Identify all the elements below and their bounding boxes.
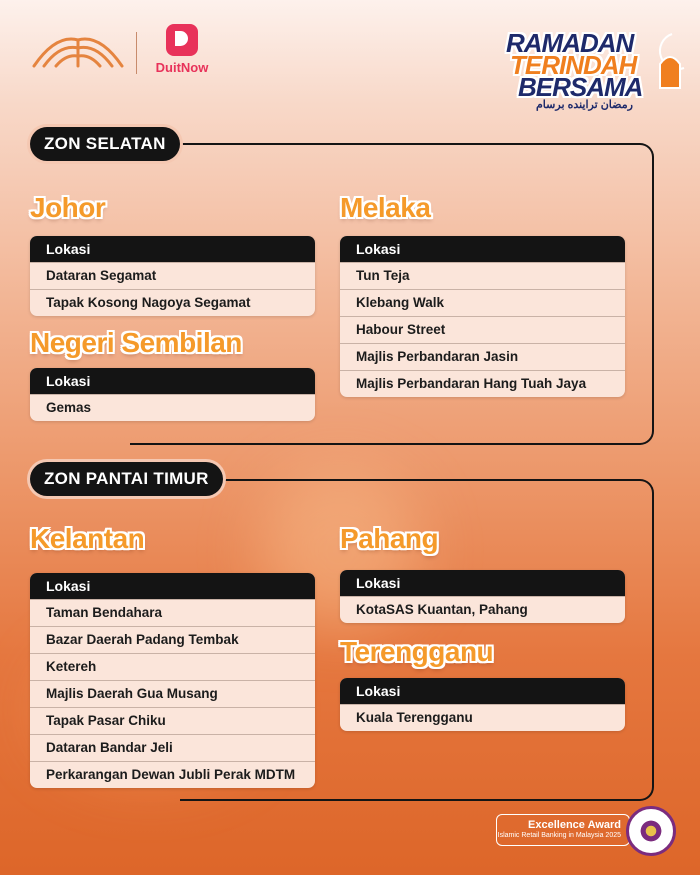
table-header: Lokasi xyxy=(340,236,625,262)
campaign-jawi: رمضان ترايندە برسام xyxy=(536,99,633,111)
region-kelantan: Kelantan xyxy=(30,523,145,554)
table-terengganu xyxy=(340,678,625,731)
table-row: Gemas xyxy=(30,394,315,421)
table-header: Lokasi xyxy=(30,573,315,599)
table-negeri-sembilan xyxy=(30,368,315,421)
table-header: Lokasi xyxy=(30,236,315,262)
zone-selatan-label: ZON SELATAN xyxy=(30,127,180,161)
table-row: Klebang Walk xyxy=(340,289,625,316)
campaign-line2: TERINDAH xyxy=(510,50,637,80)
table-header: Lokasi xyxy=(340,570,625,596)
table-row: Dataran Bandar Jeli xyxy=(30,734,315,761)
campaign-line3: BERSAMA xyxy=(518,72,643,102)
table-row: Kuala Terengganu xyxy=(340,704,625,731)
table-header: Lokasi xyxy=(30,368,315,394)
award-seal-icon xyxy=(626,806,676,856)
duitnow-label: DuitNow xyxy=(155,60,209,75)
arch-logo-icon xyxy=(30,32,126,68)
table-pahang xyxy=(340,570,625,623)
table-row: Bazar Daerah Padang Tembak xyxy=(30,626,315,653)
table-melaka xyxy=(340,236,625,397)
campaign-logo xyxy=(500,28,690,118)
award-badge xyxy=(496,814,630,846)
table-kelantan xyxy=(30,573,315,788)
table-header: Lokasi xyxy=(340,678,625,704)
award-subtitle: Islamic Retail Banking in Malaysia 2025 xyxy=(497,832,621,839)
header-divider xyxy=(136,32,137,74)
campaign-line1: RAMADAN xyxy=(506,28,634,58)
table-row: Majlis Daerah Gua Musang xyxy=(30,680,315,707)
table-johor xyxy=(30,236,315,316)
duitnow-logo xyxy=(146,24,218,80)
zone-pantai-timur-label: ZON PANTAI TIMUR xyxy=(30,462,223,496)
table-row: Taman Bendahara xyxy=(30,599,315,626)
table-row: Tapak Pasar Chiku xyxy=(30,707,315,734)
table-row: Majlis Perbandaran Hang Tuah Jaya xyxy=(340,370,625,397)
table-row: Perkarangan Dewan Jubli Perak MDTM xyxy=(30,761,315,788)
region-pahang: Pahang xyxy=(340,523,439,554)
award-title: Excellence Award xyxy=(528,819,621,831)
duitnow-icon xyxy=(166,24,198,56)
region-terengganu: Terengganu xyxy=(340,636,494,667)
table-row: KotaSAS Kuantan, Pahang xyxy=(340,596,625,623)
table-row: Dataran Segamat xyxy=(30,262,315,289)
table-row: Tun Teja xyxy=(340,262,625,289)
table-row: Tapak Kosong Nagoya Segamat xyxy=(30,289,315,316)
mosque-moon-icon xyxy=(648,30,688,90)
region-negeri-sembilan: Negeri Sembilan xyxy=(30,327,242,358)
region-melaka: Melaka xyxy=(340,192,431,223)
table-row: Habour Street xyxy=(340,316,625,343)
table-row: Majlis Perbandaran Jasin xyxy=(340,343,625,370)
table-row: Ketereh xyxy=(30,653,315,680)
region-johor: Johor xyxy=(30,192,106,223)
